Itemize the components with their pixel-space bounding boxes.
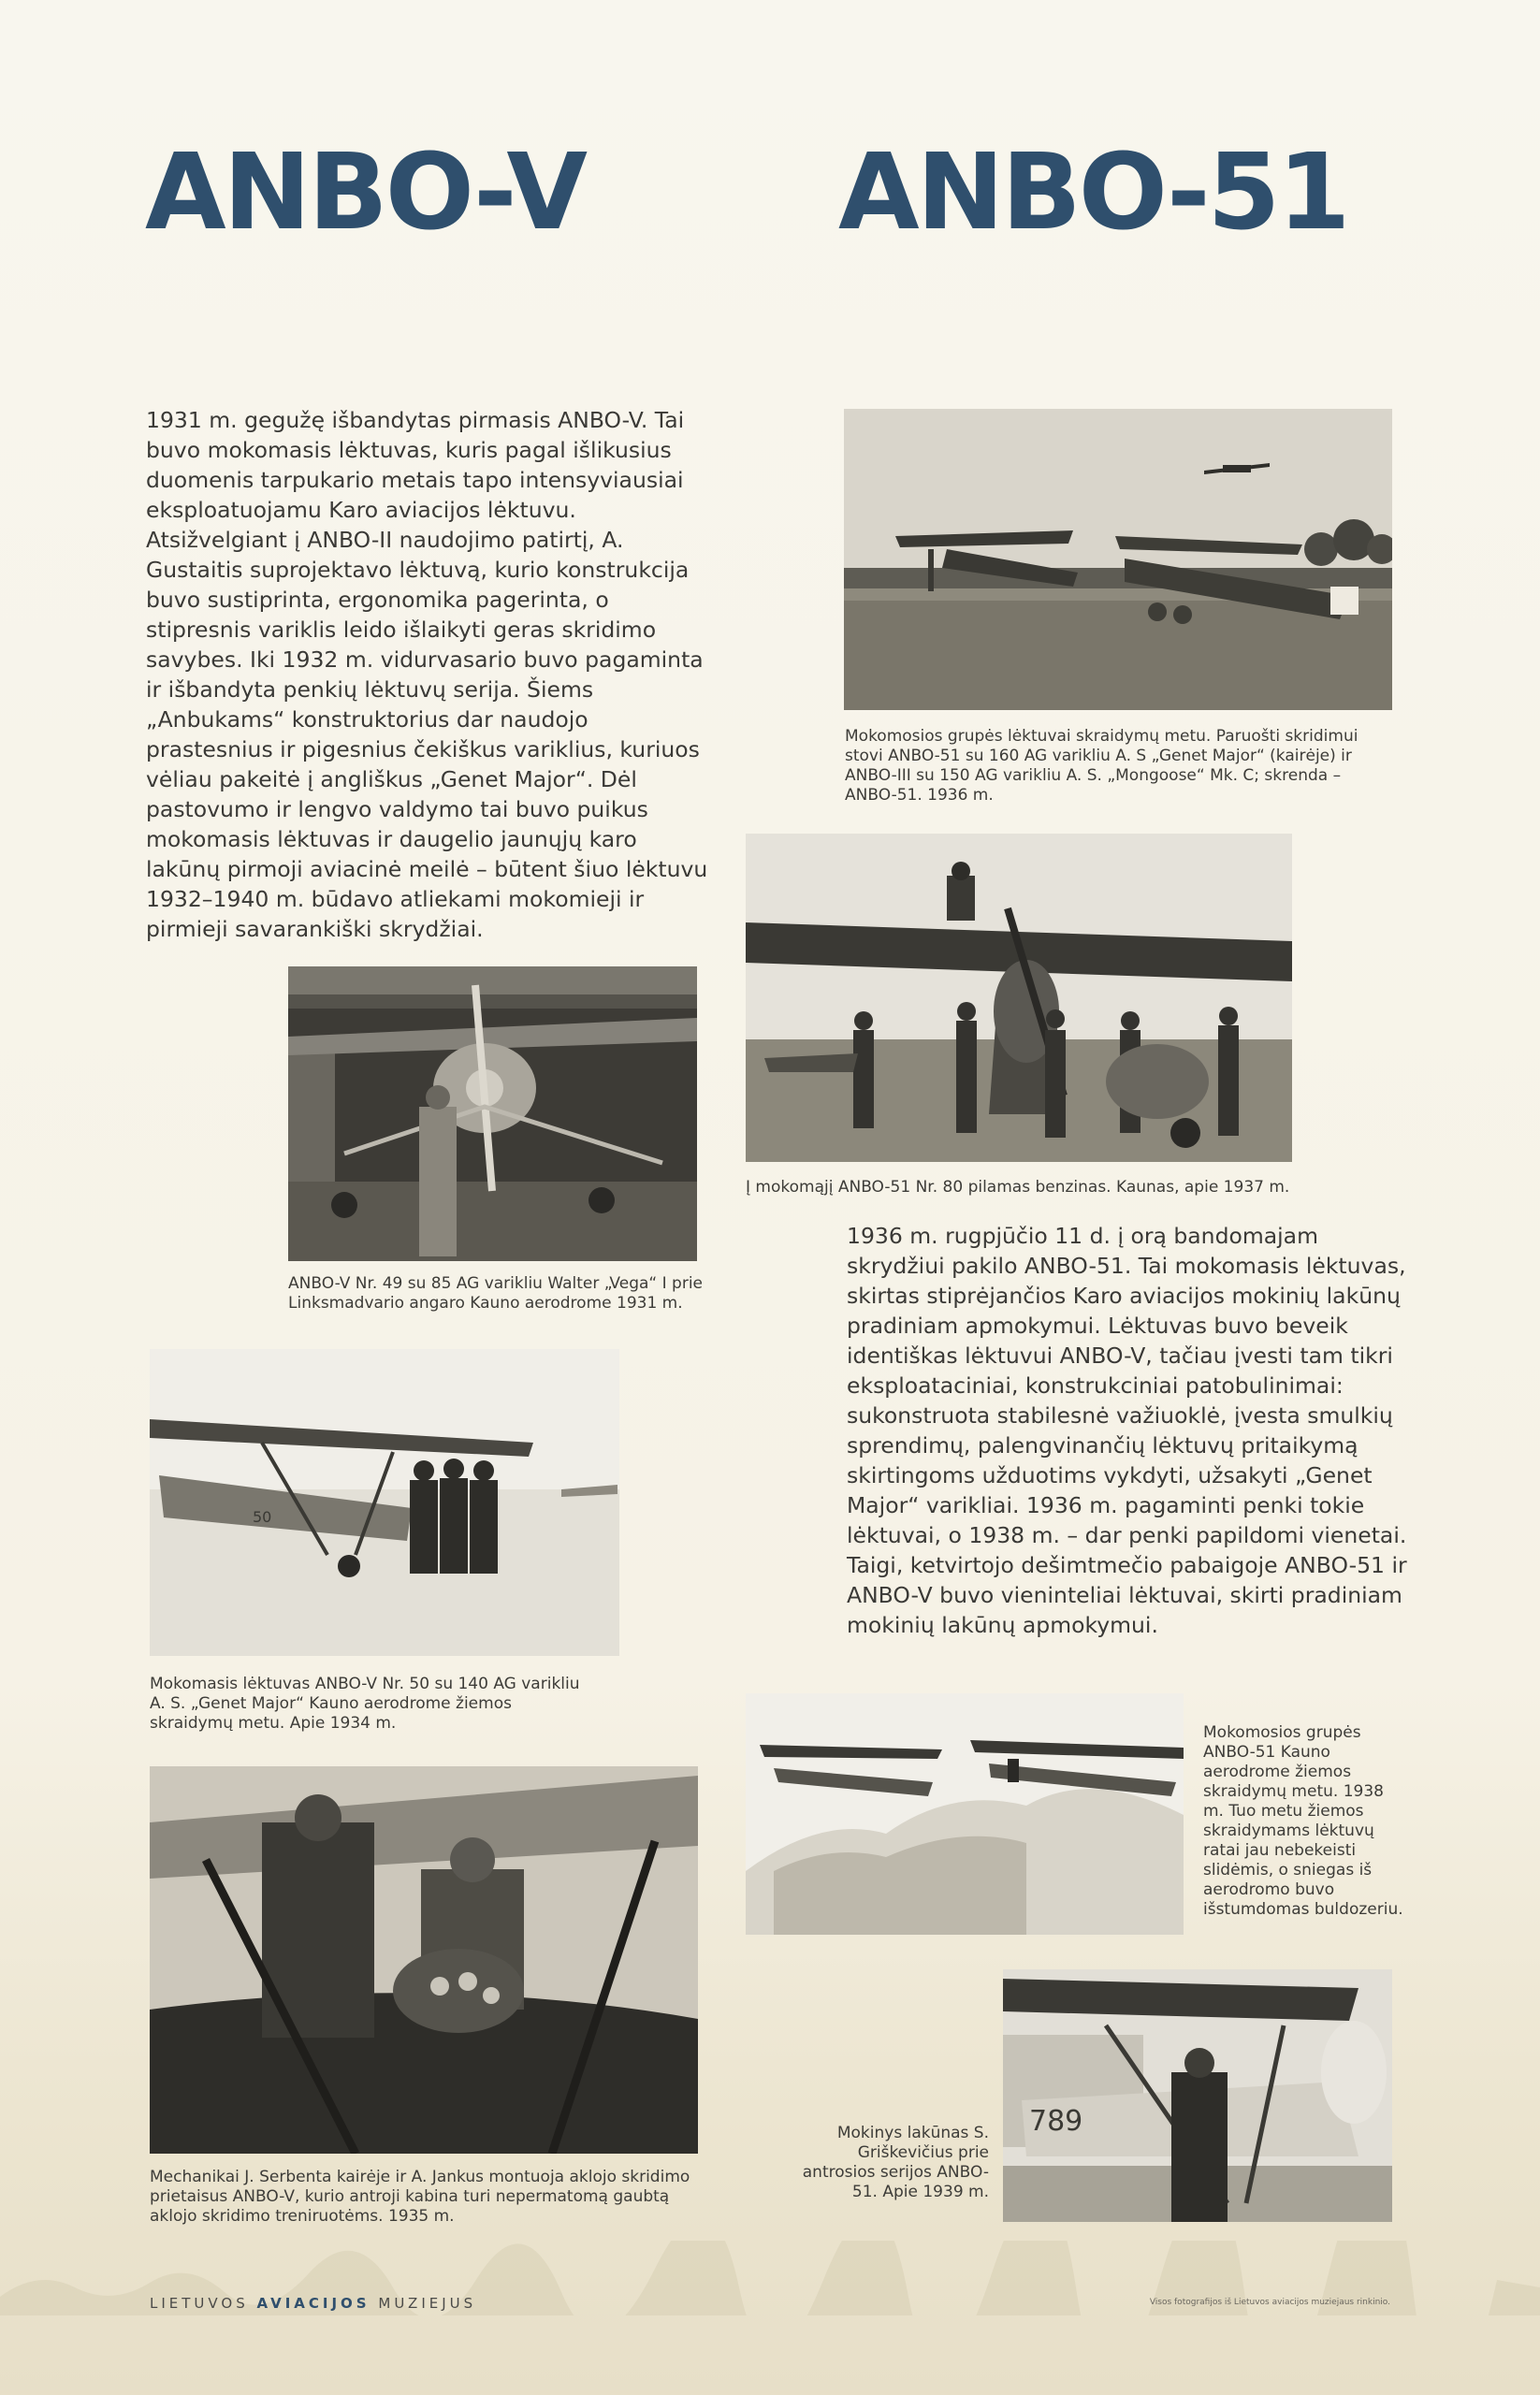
caption-student-pilot: Mokinys lakūnas S. Griškevičius prie antrosios serijos ANBO-51. Apie 1939 m. (802, 2124, 989, 2201)
text-anbo-51: 1936 m. rugpjūčio 11 d. į orą bandomajam skrydžiui pakilo ANBO-51. Tai mokomasis lėktuvas, skirtas stiprėjančios Karo aviacijos mokinių lakūnų pradiniam apmokymui. Lėktuvas buvo beveik identiškas lėktuvui ANBO-V, tačiau įvesti tam tikri eksploataciniai, konstrukciniai patobulinimai: sukonstruota stabilesnė važiuoklė, įvesta smulkių sprendimų, palengvinančių lėktuvų pritaikymą skirtingoms užduotims vykdyti, užsakyti „Genet Major“ varikliai. 1936 m. pagaminti penki tokie lėktuvai, o 1938 m. – dar penki papildomi vienetai. Taigi, ketvirtojo dešimtmečio pabaigoje ANBO-51 ir ANBO-V buvo vieninteliai lėktuvai, skirti pradiniam mokinių lakūnų apmokymui. (847, 1223, 1407, 1638)
title-anbo-v: ANBO-V (145, 132, 586, 254)
caption-airfield-planes: Mokomosios grupės lėktuvai skraidymų metu. Paruošti skridimui stovi ANBO-51 su 160 AG varikliu A. S „Genet Major“ (kairėje) ir ANBO-III su 150 AG varikliu A. S. „Mongoose“ Mk. C; skrenda – ANBO-51. 1936 m. (845, 727, 1358, 805)
title-anbo-51: ANBO-51 (838, 132, 1348, 254)
caption-refueling: Į mokomąjį ANBO-51 Nr. 80 pilamas benzinas. Kaunas, apie 1937 m. (746, 1178, 1290, 1197)
fuselage-number-789: 789 (1029, 2105, 1083, 2138)
museum-logo: LIETUVOS AVIACIJOS MUZIEJUS (150, 2295, 477, 2312)
tail-number-50: 50 (253, 1508, 272, 1526)
caption-hangar-pilot: ANBO-V Nr. 49 su 85 AG varikliu Walter „Vega“ I prie Linksmadvario angaro Kauno aerodrome 1931 m. (288, 1274, 703, 1313)
photo-student-pilot (1003, 1969, 1392, 2222)
caption-winter-anbo-v: Mokomasis lėktuvas ANBO-V Nr. 50 su 140 AG varikliu A. S. „Genet Major“ Kauno aerodrome žiemos skraidymų metu. Apie 1934 m. (150, 1675, 580, 1733)
photo-winter-anbo-v (150, 1349, 619, 1656)
caption-mechanics-cockpit: Mechanikai J. Serbenta kairėje ir A. Jankus montuoja aklojo skridimo prietaisus ANBO-V, kurio antroji kabina turi nepermatomą gaubtą aklojo skridimo treniruotėms. 1935 m. (150, 2168, 690, 2226)
footer-photo-credit: Visos fotografijos iš Lietuvos aviacijos muziejaus rinkinio. (1149, 2298, 1390, 2307)
caption-winter-anbo-51: Mokomosios grupės ANBO-51 Kauno aerodrome žiemos skraidymų metu. 1938 m. Tuo metu žiemos skraidymams lėktuvų ratai jau nebekeisti slidėmis, o sniegas iš aerodromo buvo išstumdomas buldozeriu. (1203, 1723, 1403, 1919)
text-anbo-v: 1931 m. gegužę išbandytas pirmasis ANBO-V. Tai buvo mokomasis lėktuvas, kuris pagal išlikusius duomenis tarpukario metais tapo intensyviausiai eksploatuojamu Karo aviacijos lėktuvu. Atsižvelgiant į ANBO-II naudojimo patirtį, A. Gustaitis suprojektavo lėktuvą, kurio konstrukcija buvo sustiprinta, ergonomika pagerinta, o stipresnis variklis leido išlaikyti geras skridimo savybes. Iki 1932 m. vidurvasario buvo pagaminta ir išbandyta penkių lėktuvų serija. Šiems „Anbukams“ konstruktorius dar naudojo prastesnius ir pigesnius čekiškus variklius, kuriuos vėliau pakeitė į angliškus „Genet Major“. Dėl pastovumo ir lengvo valdymo tai buvo puikus mokomasis lėktuvas ir daugelio jaunųjų karo lakūnų pirmoji aviacinė meilė – būtent šiuo lėktuvu 1932–1940 m. būdavo atliekami mokomieji ir pirmieji savarankiški skrydžiai. (146, 407, 708, 942)
photo-winter-anbo-51 (746, 1693, 1184, 1935)
photo-airfield-planes (844, 409, 1392, 710)
photo-refueling (746, 834, 1292, 1162)
photo-mechanics-cockpit (150, 1766, 698, 2154)
photo-hangar-pilot (288, 966, 697, 1261)
